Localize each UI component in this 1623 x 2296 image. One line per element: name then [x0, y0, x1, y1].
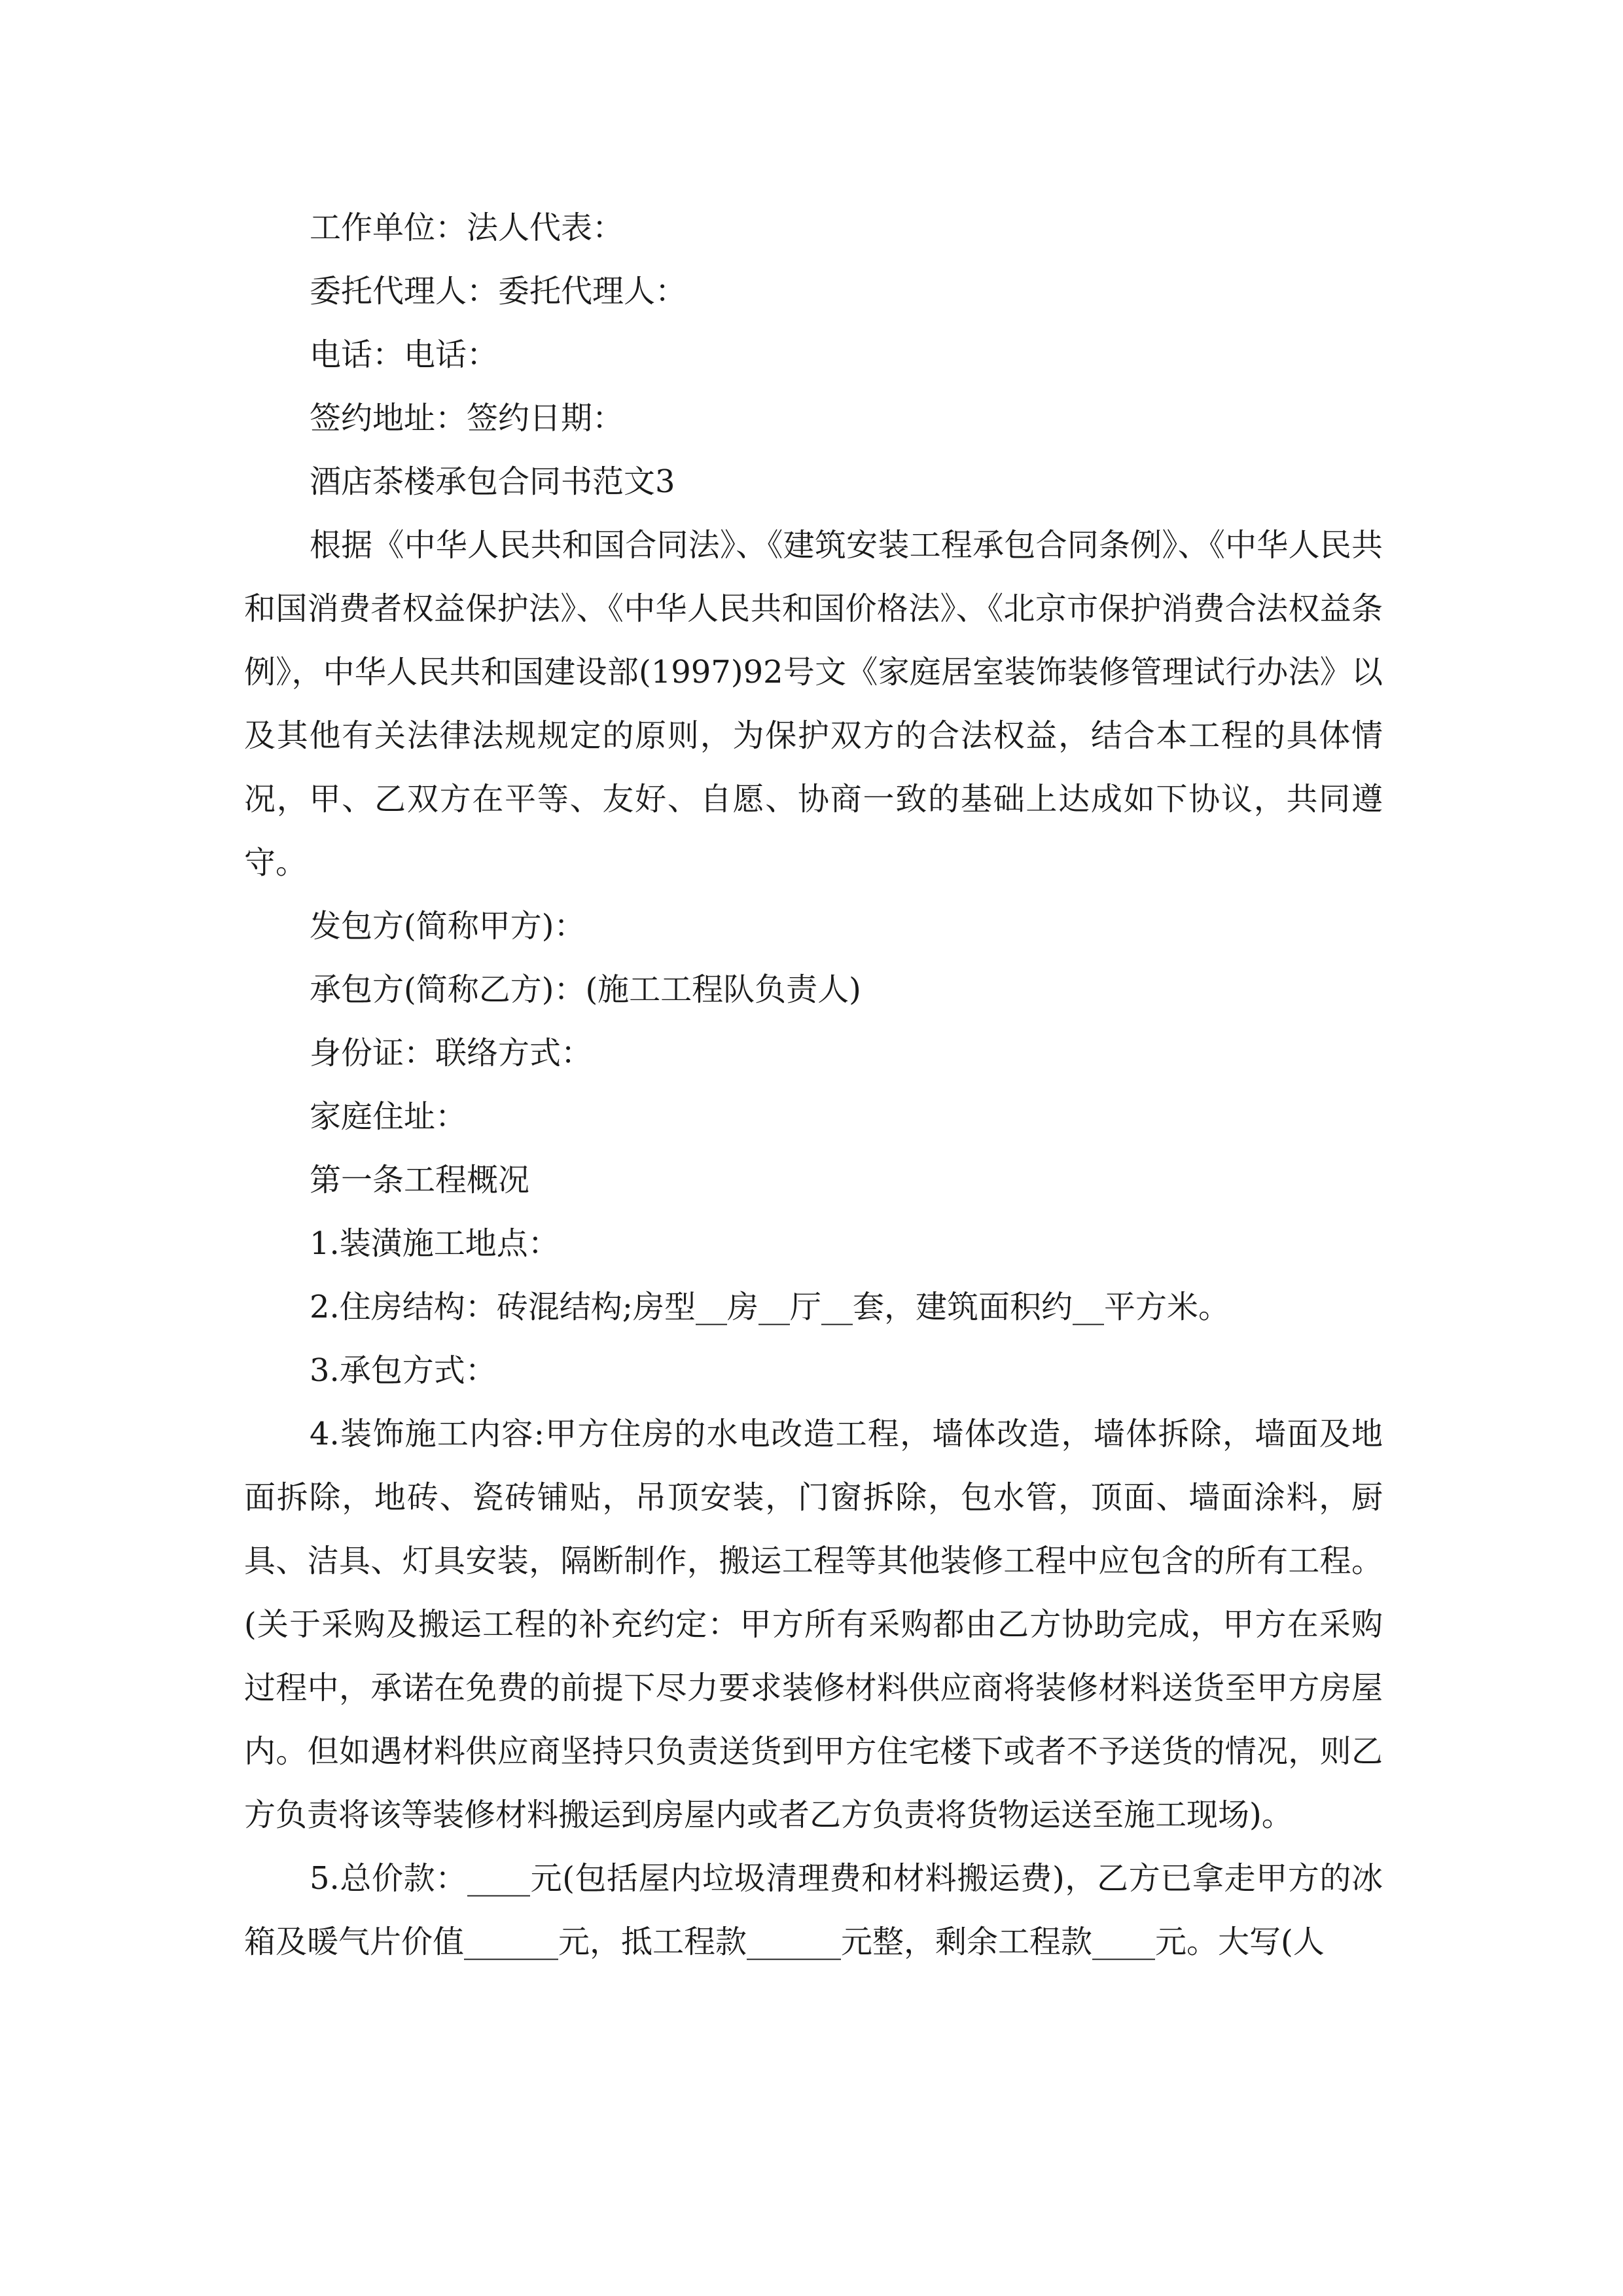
- party-a-line: 发包方(简称甲方)：: [310, 908, 586, 944]
- item-2-line: 2.住房结构：砖混结构;房型__房__厅__套，建筑面积约__平方米。: [310, 1289, 1230, 1325]
- home-address-line: 家庭住址：: [310, 1098, 467, 1135]
- party-b-line: 承包方(简称乙方)：(施工工程队负责人): [310, 971, 861, 1008]
- article-one-heading: 第一条工程概况: [310, 1162, 530, 1198]
- section-heading: 酒店茶楼承包合同书范文3: [310, 463, 675, 500]
- document-body: [244, 196, 1383, 1974]
- item-5-paragraph: 5.总价款：____元(包括屋内垃圾清理费和材料搬运费)，乙方已拿走甲方的冰箱及暖气片价值______元，抵工程款______元整，剩余工程款____元。大写(人: [244, 1860, 1383, 1960]
- item-4-paragraph: 4.装饰施工内容:甲方住房的水电改造工程，墙体改造，墙体拆除，墙面及地面拆除，地砖、瓷砖铺贴，吊顶安装，门窗拆除，包水管，顶面、墙面涂料，厨具、洁具、灯具安装，隔断制作，搬运工程等其他装修工程中应包含的所有工程。(关于采购及搬运工程的补充约定：甲方所有采购都由乙方协助完成，甲方在采购过程中，承诺在免费的前提下尽力要求装修材料供应商将装修材料送货至甲方房屋内。但如遇材料供应商坚持只负责送货到甲方住宅楼下或者不予送货的情况，则乙方负责将该等装修材料搬运到房屋内或者乙方负责将货物运送至施工现场)。: [244, 1416, 1383, 1833]
- signing-line: 签约地址：签约日期：: [310, 400, 624, 437]
- id-contact-line: 身份证：联络方式：: [310, 1035, 593, 1071]
- item-3-line: 3.承包方式：: [310, 1352, 497, 1389]
- work-unit-line: 工作单位：法人代表：: [310, 209, 624, 246]
- phone-line: 电话：电话：: [310, 336, 499, 373]
- intro-paragraph: 根据《中华人民共和国合同法》、《建筑安装工程承包合同条例》、《中华人民共和国消费者权益保护法》、《中华人民共和国价格法》、《北京市保护消费合法权益条例》，中华人民共和国建设部(1997)92号文《家庭居室装饰装修管理试行办法》以及其他有关法律法规规定的原则，为保护双方的合法权益，结合本工程的具体情况，甲、乙双方在平等、友好、自愿、协商一致的基础上达成如下协议，共同遵守。: [244, 527, 1383, 881]
- item-1-line: 1.装潢施工地点：: [310, 1225, 560, 1262]
- agent-line: 委托代理人：委托代理人：: [310, 273, 687, 310]
